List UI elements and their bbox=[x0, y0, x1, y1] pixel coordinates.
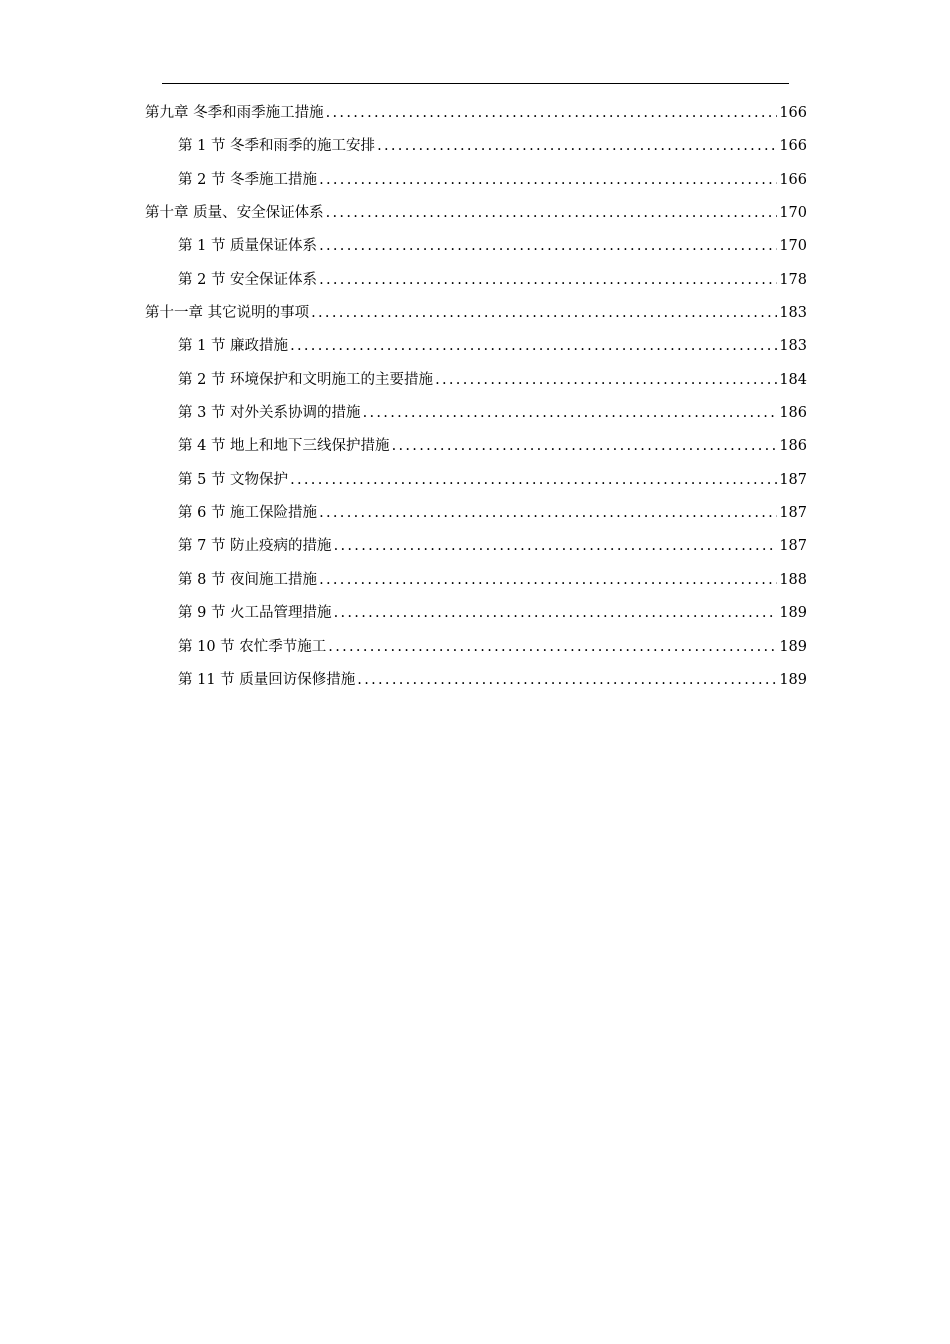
toc-entry-section[interactable] bbox=[145, 631, 807, 664]
toc-page-number: 170 bbox=[779, 238, 807, 255]
toc-entry-title: 第 9 节 火工品管理措施 bbox=[178, 605, 332, 622]
toc-page-number: 166 bbox=[779, 171, 807, 188]
toc-entry-section[interactable] bbox=[145, 564, 807, 597]
toc-entry-title: 第 2 节 安全保证体系 bbox=[178, 271, 318, 288]
toc-dot-leader bbox=[334, 597, 778, 630]
toc-entry-title: 第十一章 其它说明的事项 bbox=[145, 305, 310, 322]
toc-page-number: 188 bbox=[779, 571, 807, 588]
toc-page-number: 166 bbox=[779, 138, 807, 155]
toc-entry-title: 第 1 节 冬季和雨季的施工安排 bbox=[178, 138, 376, 155]
toc-page-number: 186 bbox=[779, 438, 807, 455]
toc-page-number: 166 bbox=[779, 105, 807, 121]
toc-page-number: 187 bbox=[779, 471, 807, 488]
toc-dot-leader bbox=[319, 164, 777, 197]
toc-entry-section[interactable] bbox=[145, 330, 807, 363]
toc-page-number: 189 bbox=[779, 638, 807, 655]
toc-entry-title: 第 1 节 质量保证体系 bbox=[178, 238, 318, 255]
toc-entry-title: 第 8 节 夜间施工措施 bbox=[178, 571, 318, 588]
toc-dot-leader bbox=[357, 664, 777, 697]
toc-dot-leader bbox=[334, 530, 778, 563]
toc-page-number: 187 bbox=[779, 538, 807, 555]
toc-entry-title: 第 10 节 农忙季节施工 bbox=[178, 638, 327, 655]
toc-entry-chapter-9[interactable] bbox=[145, 97, 807, 130]
toc-dot-leader bbox=[319, 264, 777, 297]
toc-page-number: 189 bbox=[779, 605, 807, 622]
toc-page-number: 187 bbox=[779, 505, 807, 522]
header-rule bbox=[162, 83, 789, 84]
toc-dot-leader bbox=[363, 397, 778, 430]
toc-entry-section[interactable] bbox=[145, 164, 807, 197]
toc-page-number: 189 bbox=[779, 671, 807, 688]
toc-entry-section[interactable] bbox=[145, 364, 807, 397]
toc-entry-section[interactable] bbox=[145, 664, 807, 697]
toc-entry-title: 第十章 质量、安全保证体系 bbox=[145, 205, 324, 222]
toc-entry-chapter-10[interactable] bbox=[145, 197, 807, 230]
toc-dot-leader bbox=[377, 130, 777, 163]
toc-dot-leader bbox=[328, 631, 777, 664]
toc-dot-leader bbox=[326, 97, 778, 130]
toc-page-number: 170 bbox=[779, 205, 807, 222]
toc-dot-leader bbox=[290, 330, 777, 363]
toc-page-number: 184 bbox=[779, 371, 807, 388]
toc-entry-title: 第 2 节 环境保护和文明施工的主要措施 bbox=[178, 371, 434, 388]
toc-entry-section[interactable] bbox=[145, 264, 807, 297]
toc-entry-section[interactable] bbox=[145, 430, 807, 463]
toc-entry-title: 第 3 节 对外关系协调的措施 bbox=[178, 405, 361, 422]
toc-entry-title: 第九章 冬季和雨季施工措施 bbox=[145, 105, 324, 121]
toc-dot-leader bbox=[311, 297, 777, 330]
toc-entry-title: 第 6 节 施工保险措施 bbox=[178, 505, 318, 522]
toc-entry-title: 第 1 节 廉政措施 bbox=[178, 338, 289, 355]
toc-entry-section[interactable] bbox=[145, 230, 807, 263]
toc-dot-leader bbox=[319, 230, 777, 263]
toc-entry-section[interactable] bbox=[145, 530, 807, 563]
toc-entry-title: 第 7 节 防止疫病的措施 bbox=[178, 538, 332, 555]
toc-entry-chapter-11[interactable] bbox=[145, 297, 807, 330]
toc-dot-leader bbox=[326, 197, 778, 230]
toc-dot-leader bbox=[319, 497, 777, 530]
toc-entry-section[interactable] bbox=[145, 497, 807, 530]
toc-entry-section[interactable] bbox=[145, 130, 807, 163]
toc-dot-leader bbox=[435, 364, 777, 397]
toc-entry-title: 第 11 节 质量回访保修措施 bbox=[178, 671, 356, 688]
toc-dot-leader bbox=[392, 430, 778, 463]
toc-page-number: 183 bbox=[779, 338, 807, 355]
toc-page-number: 186 bbox=[779, 405, 807, 422]
toc-page-number: 183 bbox=[779, 305, 807, 322]
toc-page-number: 178 bbox=[779, 271, 807, 288]
toc-dot-leader bbox=[319, 564, 777, 597]
toc-entry-section[interactable] bbox=[145, 464, 807, 497]
toc-entry-section[interactable] bbox=[145, 397, 807, 430]
toc-entry-title: 第 4 节 地上和地下三线保护措施 bbox=[178, 438, 390, 455]
toc-entry-section[interactable] bbox=[145, 597, 807, 630]
toc-dot-leader bbox=[290, 464, 777, 497]
table-of-contents bbox=[145, 97, 807, 697]
toc-entry-title: 第 2 节 冬季施工措施 bbox=[178, 171, 318, 188]
toc-entry-title: 第 5 节 文物保护 bbox=[178, 471, 289, 488]
